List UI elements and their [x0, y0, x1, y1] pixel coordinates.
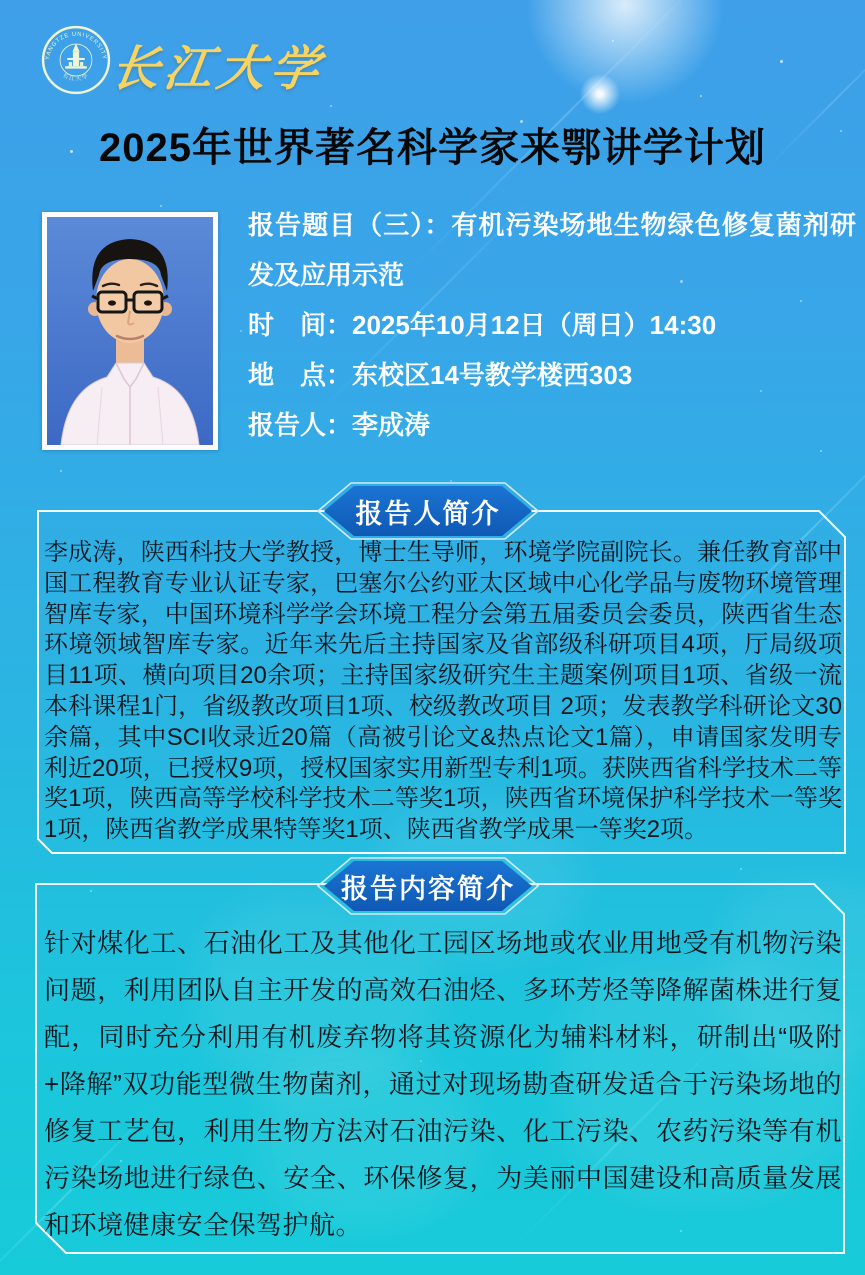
- content-section-badge: [317, 857, 539, 915]
- lecture-details: [248, 200, 856, 450]
- speaker-portrait-illustration: [47, 217, 213, 445]
- sparkle-dot: [160, 205, 162, 207]
- sparkle-dot: [240, 330, 242, 332]
- sparkle-dot: [60, 470, 62, 472]
- speaker-section-badge-label: 报告人简介: [355, 498, 501, 529]
- sparkle-dot: [820, 450, 822, 452]
- seal-ring-text: YANGTZE UNIVERSITY: [44, 31, 108, 61]
- lecture-location: 地 点：东校区14号教学楼西303: [248, 360, 633, 390]
- university-name: 长江大学: [107, 43, 328, 96]
- light-glow: [525, 0, 725, 105]
- star-glow: [578, 72, 622, 116]
- lecture-speaker: 报告人：李成涛: [248, 410, 431, 440]
- content-summary-text: 针对煤化工、石油化工及其他化工园区场地或农业用地受有机物污染问题，利用团队自主开发的高效石油烃、多环芳烃等降解菌株进行复配，同时充分利用有机废弃物将其资源化为辅料材料，研制出“吸附+降解”双功能型微生物菌剂，通过对现场勘查研发适合于污染场地的修复工艺包，利用生物方法对石油污染、化工污染、农药污染等有机污染场地进行绿色、安全、环保修复，为美丽中国建设和高质量发展和环境健康安全保驾护航。: [44, 928, 842, 1240]
- sparkle-dot: [700, 95, 702, 97]
- speaker-photo: [42, 212, 218, 450]
- sparkle-dot: [780, 60, 783, 63]
- seal-bottom-text: 长江大学: [61, 72, 91, 83]
- seal-tower-glyph: [65, 44, 87, 69]
- lecture-time: 时 间：2025年10月12日（周日）14:30: [248, 310, 717, 340]
- content-section-badge-label: 报告内容简介: [341, 873, 515, 904]
- poster-title: 2025年世界著名科学家来鄂讲学计划: [99, 126, 766, 170]
- sparkle-dot: [330, 105, 332, 107]
- sparkle-dot: [740, 868, 742, 870]
- university-seal-icon: [40, 24, 112, 96]
- sparkle-dot: [90, 890, 92, 892]
- lecture-topic: 报告题目（三）：有机污染场地生物绿色修复菌剂研发及应用示范: [248, 210, 856, 290]
- sparkle-dot: [612, 40, 614, 42]
- speaker-section-badge: [317, 482, 539, 540]
- speaker-bio-text: 李成涛，陕西科技大学教授，博士生导师，环境学院副院长。兼任教育部中国工程教育专业认证专家，巴塞尔公约亚太区域中心化学品与废物环境管理智库专家，中国环境科学学会环境工程分会第五届委员会委员，陕西省生态环境领域智库专家。近年来先后主持国家及省部级科研项目4项，厅局级项目11项、横向项目20余项；主持国家级研究生主题案例项目1项、省级一流本科课程1门，省级教改项目1项、校级教改项目 2项；发表教学科研论文30余篇，其中SCI收录近20篇（高被引论文&热点论文1篇），申请国家发明专利近20项，已授权9项，授权国家实用新型专利1项。获陕西省科学技术二等奖1项，陕西高等学校科学技术二等奖1项，陕西省环境保护科学技术一等奖1项，陕西省教学成果特等奖1项、陕西省教学成果一等奖2项。: [44, 539, 842, 844]
